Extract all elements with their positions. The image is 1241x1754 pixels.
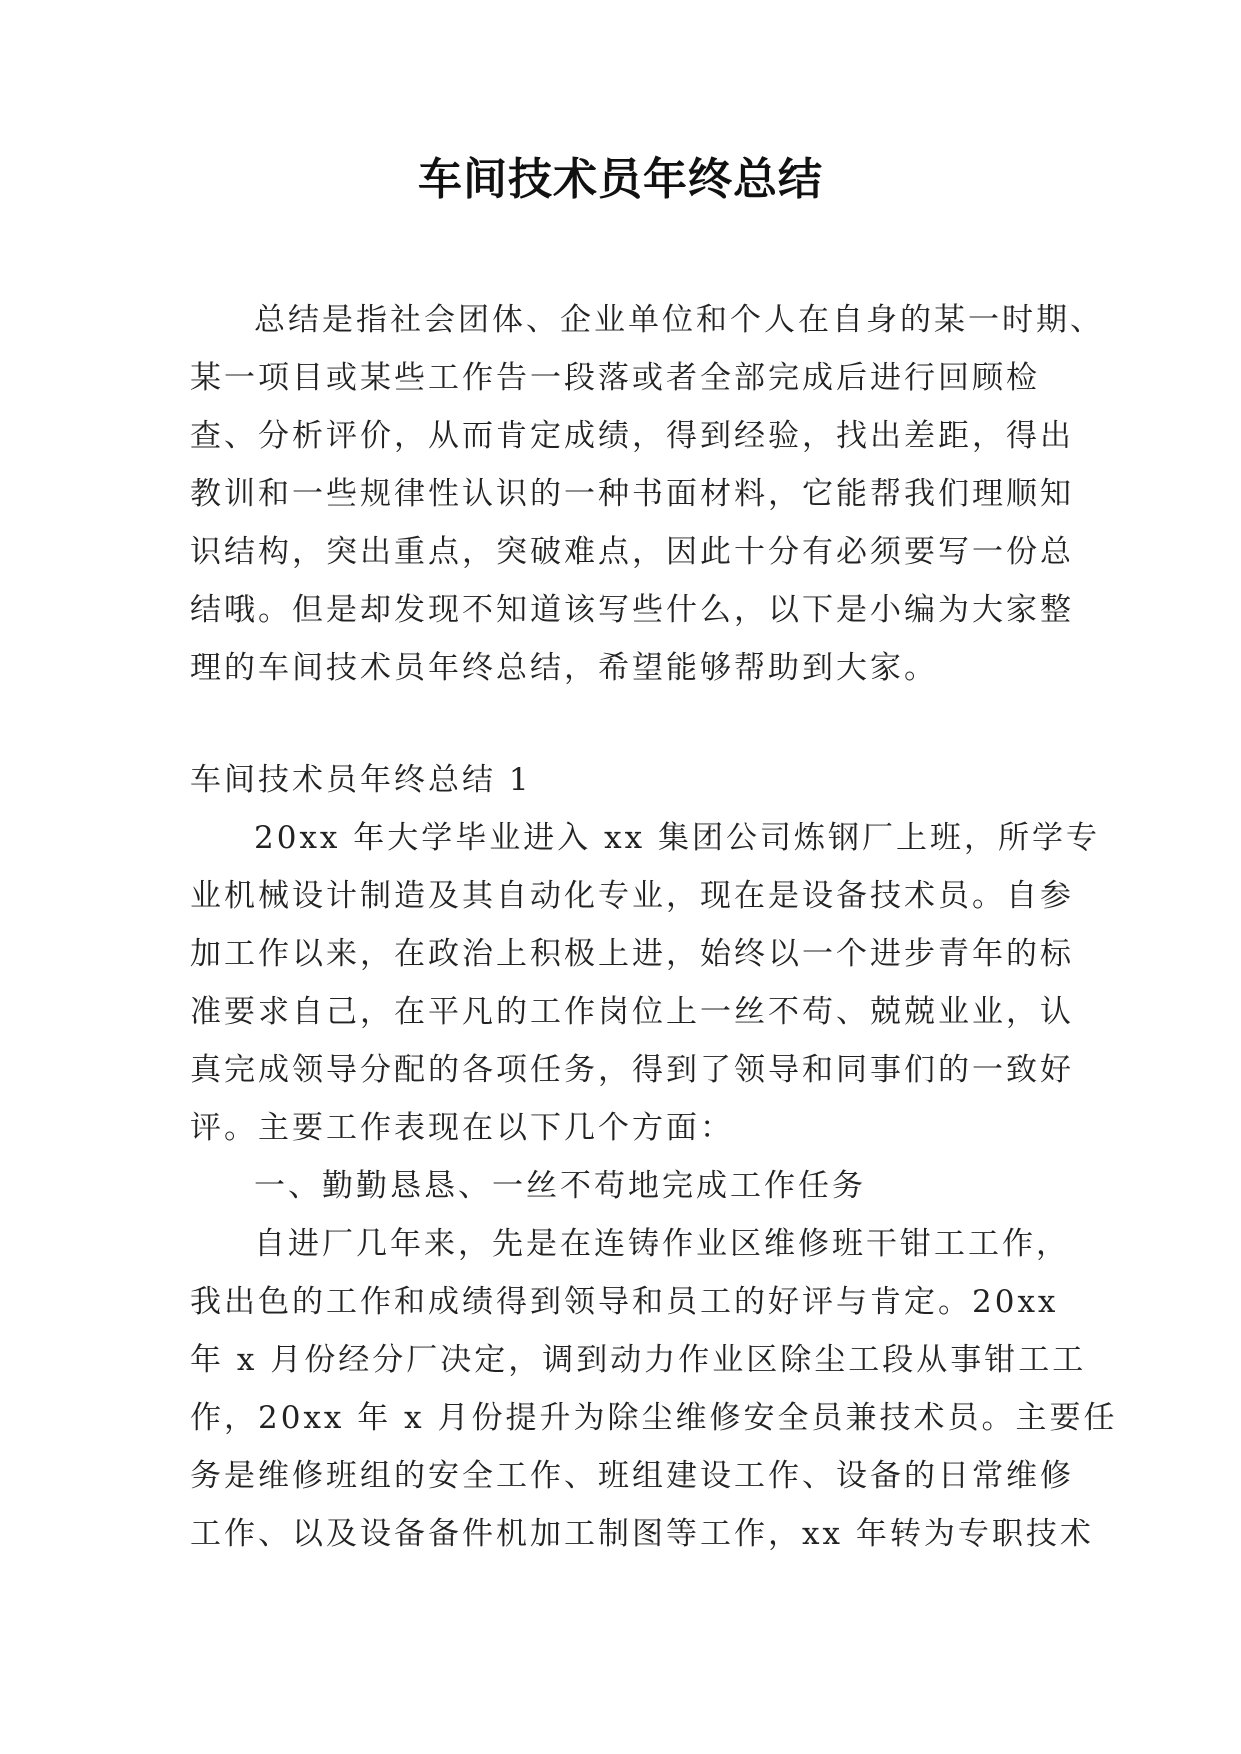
paragraph-line: 年 x 月份经分厂决定，调到动力作业区除尘工段从事钳工工 (190, 1342, 1087, 1378)
paragraph-line: 20xx 年大学毕业进入 xx 集团公司炼钢厂上班，所学专 (254, 820, 1100, 856)
paragraph-line: 务是维修班组的安全工作、班组建设工作、设备的日常维修 (190, 1458, 1074, 1494)
intro-line: 教训和一些规律性认识的一种书面材料，它能帮我们理顺知 (190, 476, 1074, 512)
intro-line: 查、分析评价，从而肯定成绩，得到经验，找出差距，得出 (190, 418, 1074, 454)
intro-line: 理的车间技术员年终总结，希望能够帮助到大家。 (190, 650, 938, 686)
intro-line: 总结是指社会团体、企业单位和个人在自身的某一时期、 (254, 302, 1104, 338)
paragraph-line: 评。主要工作表现在以下几个方面： (190, 1110, 734, 1146)
paragraph-line: 准要求自己，在平凡的工作岗位上一丝不苟、兢兢业业，认 (190, 994, 1074, 1030)
intro-line: 结哦。但是却发现不知道该写些什么，以下是小编为大家整 (190, 592, 1074, 628)
paragraph-line: 工作、以及设备备件机加工制图等工作，xx 年转为专职技术 (190, 1516, 1094, 1552)
section-heading: 车间技术员年终总结 1 (190, 762, 532, 798)
paragraph-line: 加工作以来，在政治上积极上进，始终以一个进步青年的标 (190, 936, 1074, 972)
document-title: 车间技术员年终总结 (418, 154, 823, 205)
subheading: 一、勤勤恳恳、一丝不苟地完成工作任务 (254, 1168, 866, 1204)
paragraph-line: 自进厂几年来，先是在连铸作业区维修班干钳工工作， (254, 1226, 1070, 1262)
paragraph-line: 业机械设计制造及其自动化专业，现在是设备技术员。自参 (190, 878, 1074, 914)
paragraph-line: 作，20xx 年 x 月份提升为除尘维修安全员兼技术员。主要任 (190, 1400, 1118, 1436)
paragraph-line: 真完成领导分配的各项任务，得到了领导和同事们的一致好 (190, 1052, 1074, 1088)
intro-line: 识结构，突出重点，突破难点，因此十分有必须要写一份总 (190, 534, 1074, 570)
paragraph-line: 我出色的工作和成绩得到领导和员工的好评与肯定。20xx (190, 1284, 1059, 1320)
intro-line: 某一项目或某些工作告一段落或者全部完成后进行回顾检 (190, 360, 1040, 396)
